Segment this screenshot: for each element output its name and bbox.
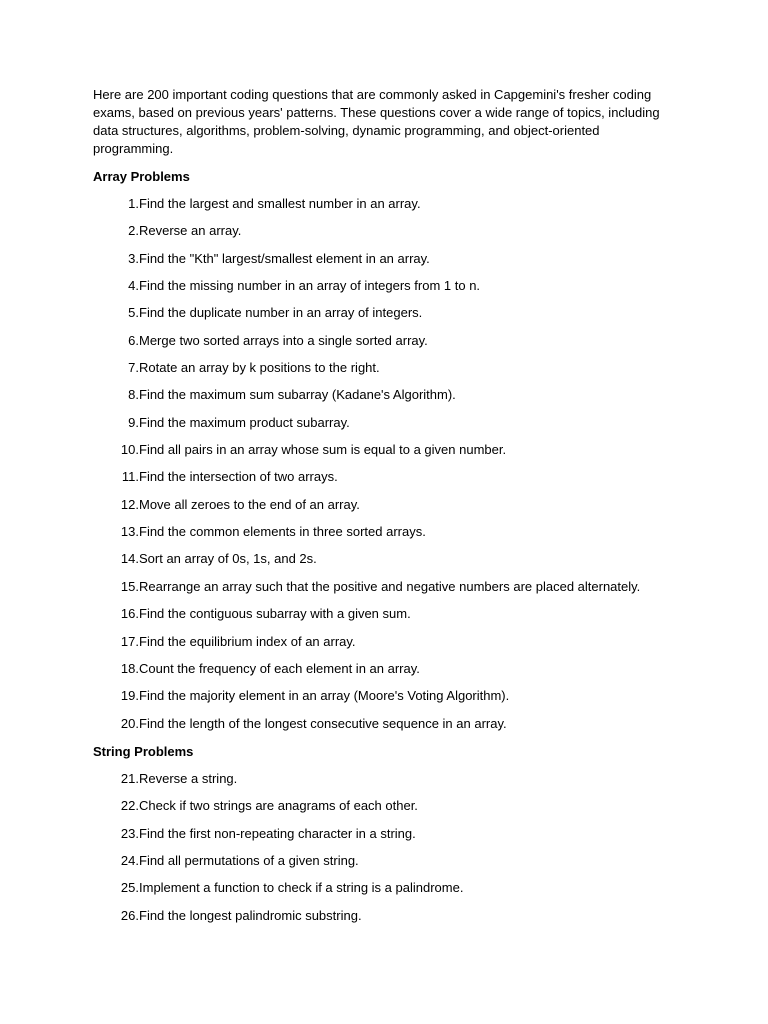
item-text: Rearrange an array such that the positive and negative numbers are placed alternately. — [139, 578, 641, 594]
item-number: 8. — [128, 387, 139, 403]
list-item — [93, 788, 673, 815]
item-text: Find the longest palindromic substring. — [139, 907, 362, 923]
section-heading: String Problems — [93, 743, 194, 759]
item-text: Reverse an array. — [139, 223, 242, 239]
item-number: 14. — [120, 551, 139, 567]
list-item — [93, 213, 673, 240]
item-number: 6. — [128, 332, 139, 348]
item-text: Merge two sorted arrays into a single sorted array. — [139, 332, 428, 348]
item-number: 22. — [120, 798, 139, 814]
question-list — [93, 186, 673, 733]
item-text: Find the length of the longest consecutive sequence in an array. — [139, 715, 507, 731]
item-number: 18. — [120, 660, 139, 676]
item-text: Count the frequency of each element in an array. — [139, 660, 420, 676]
item-number: 25. — [120, 880, 139, 896]
list-item — [93, 323, 673, 350]
item-number: 21. — [120, 770, 139, 786]
item-number: 7. — [128, 360, 139, 376]
item-text: Sort an array of 0s, 1s, and 2s. — [139, 551, 317, 567]
item-text: Rotate an array by k positions to the right. — [139, 360, 380, 376]
item-text: Find the maximum sum subarray (Kadane's Algorithm). — [139, 387, 456, 403]
item-text: Find the common elements in three sorted arrays. — [139, 524, 426, 540]
list-item — [93, 514, 673, 541]
list-item — [93, 241, 673, 268]
item-text: Find all permutations of a given string. — [139, 852, 359, 868]
list-item — [93, 186, 673, 213]
list-item — [93, 569, 673, 596]
item-number: 24. — [120, 852, 139, 868]
item-text: Find the maximum product subarray. — [139, 414, 350, 430]
item-text: Reverse a string. — [139, 770, 238, 786]
item-number: 9. — [128, 414, 139, 430]
item-text: Find the largest and smallest number in an array. — [139, 196, 421, 211]
section-string-problems — [93, 743, 673, 925]
section-array-problems — [93, 168, 673, 733]
list-item — [93, 350, 673, 377]
list-item — [93, 678, 673, 705]
item-text: Find the majority element in an array (Moore's Voting Algorithm). — [139, 688, 510, 704]
item-number: 11. — [121, 469, 139, 485]
list-item — [93, 405, 673, 432]
item-number: 4. — [128, 278, 139, 294]
item-number: 3. — [128, 250, 139, 266]
item-text: Find the "Kth" largest/smallest element in an array. — [139, 250, 430, 266]
question-list — [93, 761, 673, 925]
item-number: 16. — [120, 606, 139, 622]
list-item — [93, 651, 673, 678]
item-number: 2. — [128, 223, 139, 239]
list-item — [93, 268, 673, 295]
item-number: 12. — [120, 496, 139, 512]
item-number: 1. — [128, 196, 139, 211]
intro-paragraph: Here are 200 important coding questions that are commonly asked in Capgemini's fresher coding exams, based on previous years' patterns. These questions cover a wide range of topics, including data structures, algorithms, problem-solving, dynamic programming, and object-oriented programming. — [93, 87, 660, 156]
item-text: Check if two strings are anagrams of each other. — [139, 798, 418, 814]
list-item — [93, 898, 673, 925]
list-item — [93, 377, 673, 404]
item-number: 13. — [120, 524, 139, 540]
list-item — [93, 295, 673, 322]
list-item — [93, 816, 673, 843]
item-text: Find the contiguous subarray with a given sum. — [139, 606, 411, 622]
item-number: 19. — [120, 688, 139, 704]
section-heading: Array Problems — [93, 169, 190, 184]
item-number: 15. — [120, 578, 139, 594]
item-text: Find the equilibrium index of an array. — [139, 633, 356, 649]
item-text: Find all pairs in an array whose sum is equal to a given number. — [139, 442, 507, 458]
list-item — [93, 459, 673, 486]
list-item — [93, 843, 673, 870]
list-item — [93, 487, 673, 514]
list-item — [93, 870, 673, 897]
list-item — [93, 596, 673, 623]
list-item — [93, 761, 673, 788]
item-number: 26. — [120, 907, 139, 923]
item-text: Implement a function to check if a string is a palindrome. — [139, 880, 464, 896]
item-number: 20. — [120, 715, 139, 731]
item-text: Find the intersection of two arrays. — [139, 469, 338, 485]
item-text: Find the first non-repeating character in a string. — [139, 825, 416, 841]
item-text: Find the duplicate number in an array of integers. — [139, 305, 423, 321]
item-text: Find the missing number in an array of integers from 1 to n. — [139, 278, 481, 294]
list-item — [93, 432, 673, 459]
list-item — [93, 706, 673, 733]
item-number: 5. — [128, 305, 139, 321]
item-number: 10. — [120, 442, 139, 458]
item-number: 23. — [120, 825, 139, 841]
list-item — [93, 624, 673, 651]
list-item — [93, 541, 673, 568]
item-text: Move all zeroes to the end of an array. — [139, 496, 360, 512]
item-number: 17. — [120, 633, 139, 649]
document-page — [93, 86, 673, 925]
